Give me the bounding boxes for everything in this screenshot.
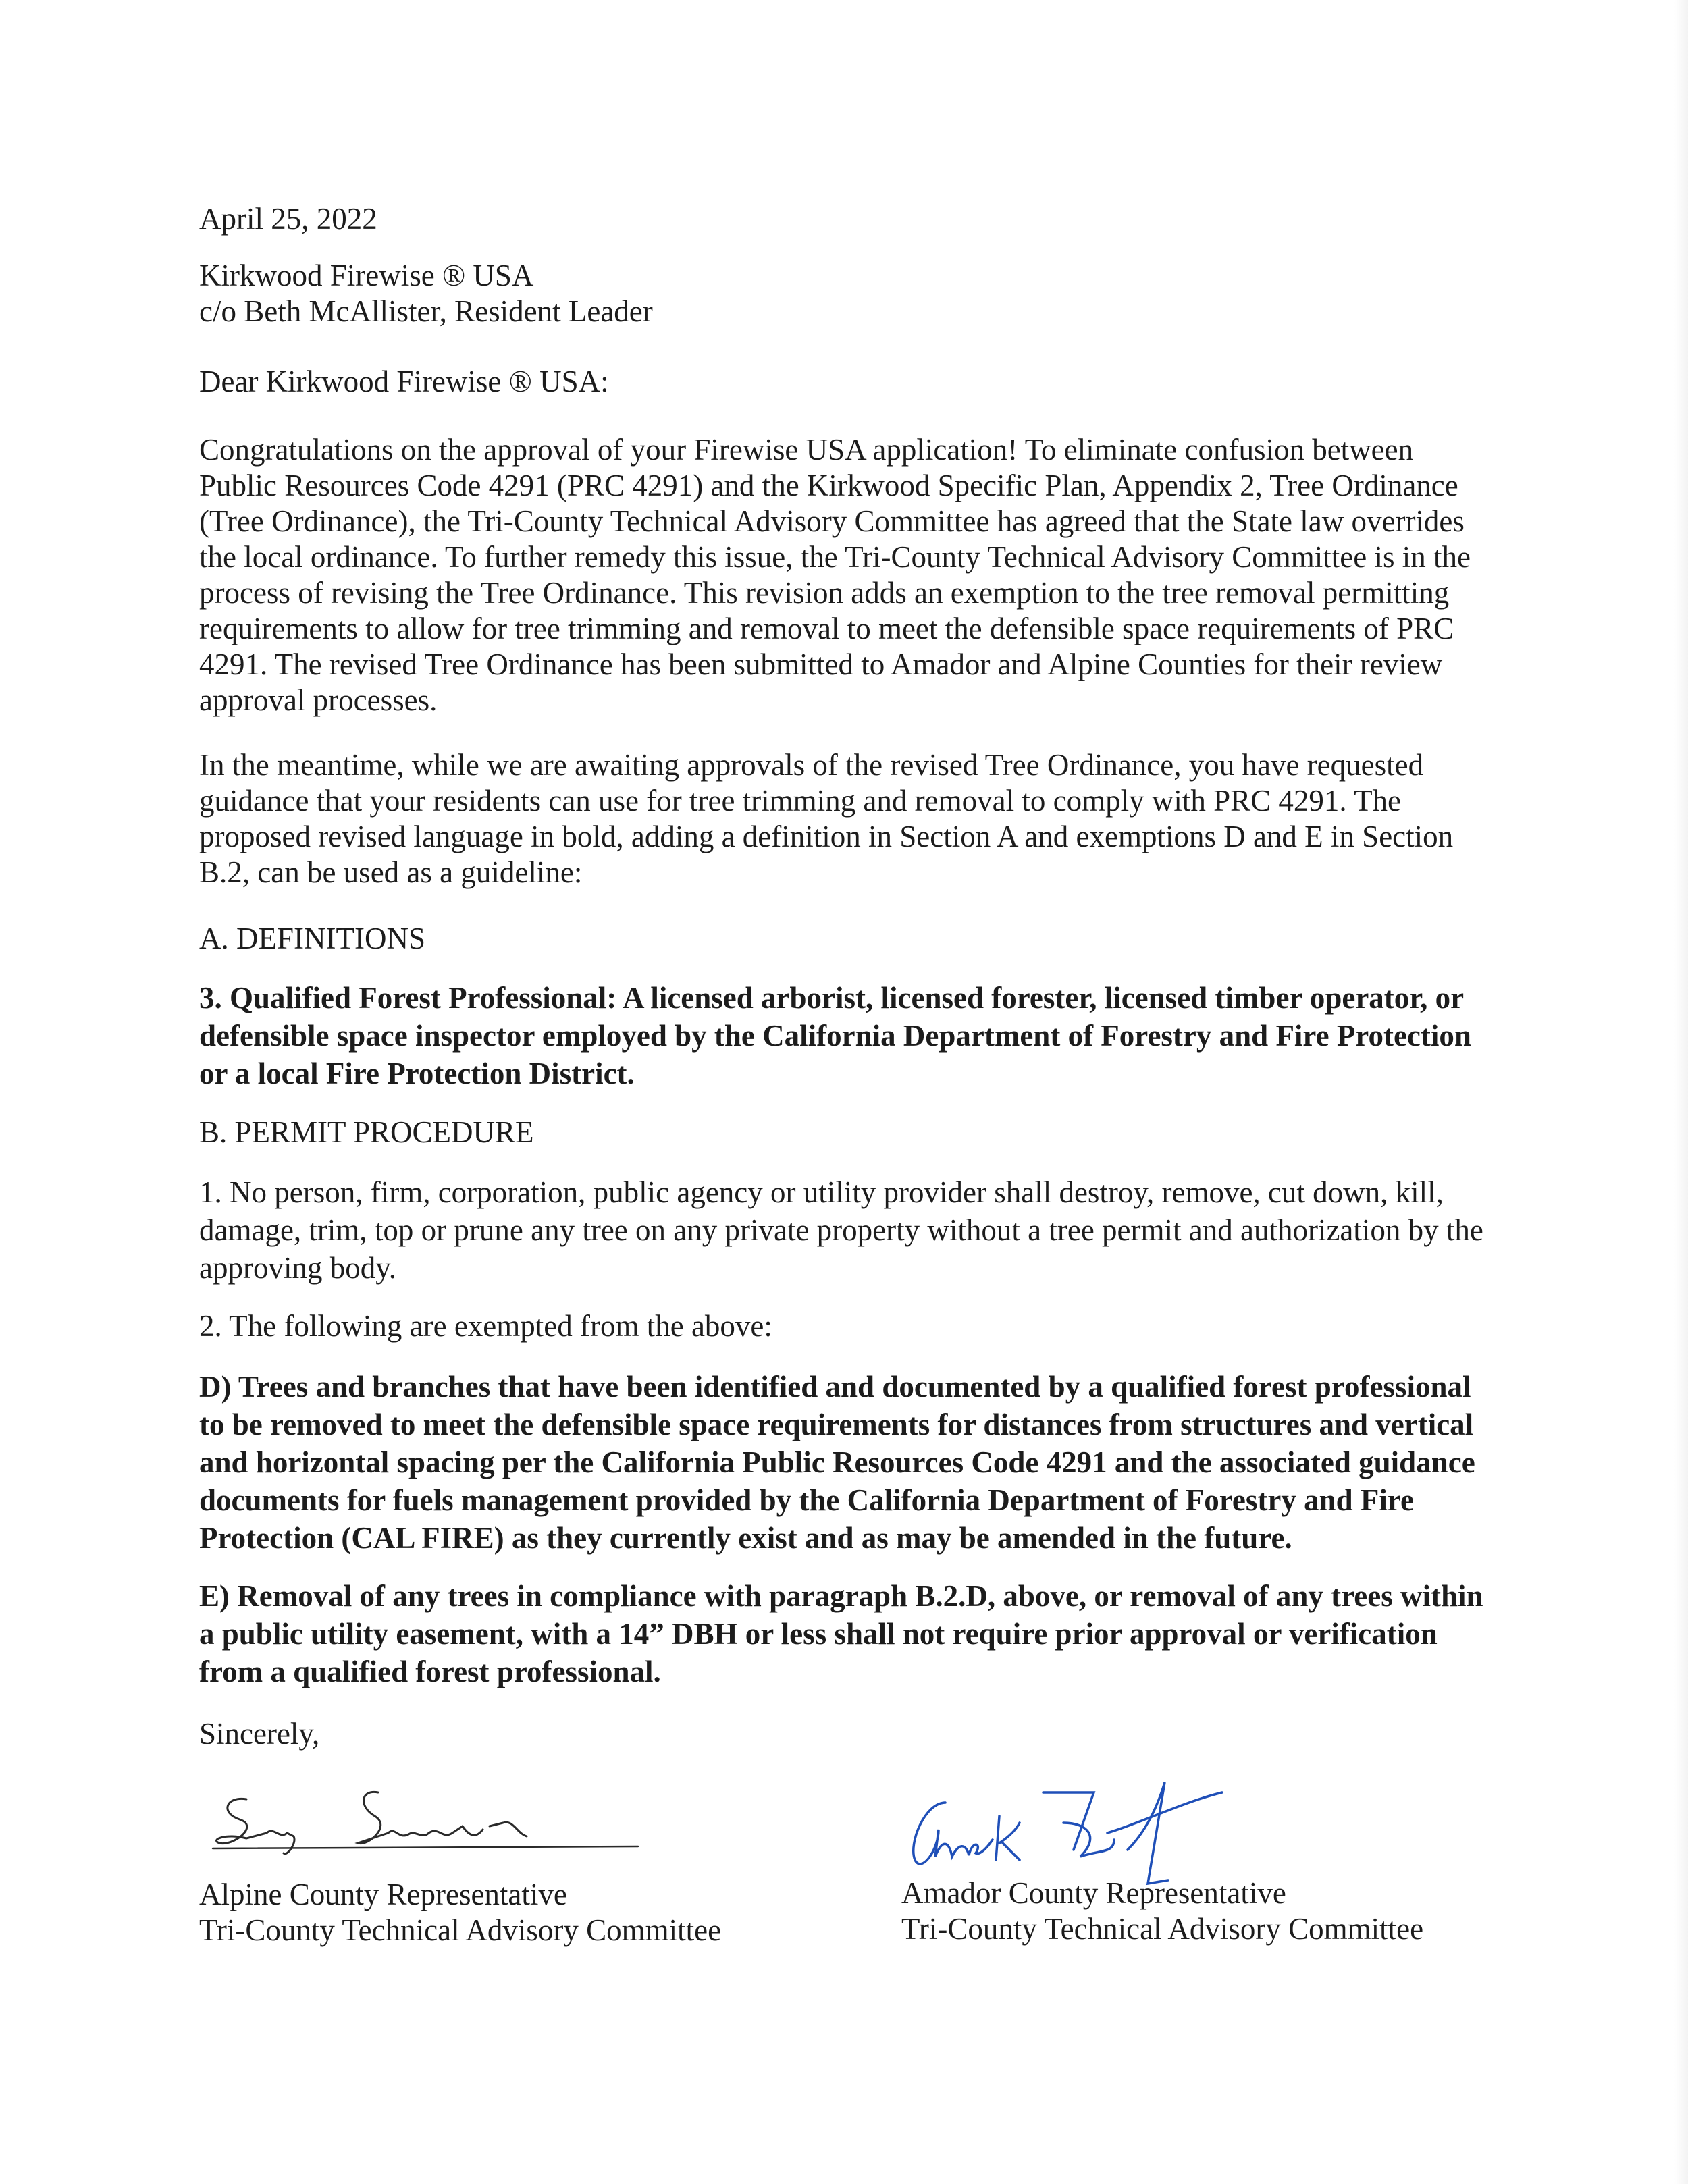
signature-right — [898, 1776, 1317, 1890]
paragraph-line: Public Resources Code 4291 (PRC 4291) and the Kirkwood Specific Plan, Appendix 2, Tree Ordinance — [199, 469, 1458, 502]
item-line: damage, trim, top or prune any tree on any private property without a tree permit and authorization by the — [199, 1213, 1483, 1247]
bold-line: defensible space inspector employed by the California Department of Forestry and Fire Protection — [199, 1019, 1471, 1053]
signatory-amador — [901, 1875, 1423, 1947]
paragraph-line: proposed revised language in bold, adding a definition in Section A and exemptions D and E in Section — [199, 820, 1454, 853]
item-line: 2. The following are exempted from the above: — [199, 1309, 772, 1343]
letter-date — [199, 201, 377, 237]
salutation — [199, 364, 609, 400]
paragraph-line: process of revising the Tree Ordinance. This revision adds an exemption to the tree removal permitting — [199, 576, 1450, 610]
paragraph-line: (Tree Ordinance), the Tri-County Technical Advisory Committee has agreed that the State law overrides — [199, 504, 1465, 538]
bold-line: a public utility easement, with a 14” DBH or less shall not require prior approval or verification — [199, 1617, 1438, 1651]
bold-line: D) Trees and branches that have been identified and documented by a qualified forest professional — [199, 1370, 1471, 1404]
recipient-line: Kirkwood Firewise ® USA — [199, 259, 534, 292]
bold-line: from a qualified forest professional. — [199, 1655, 661, 1688]
paragraph-line: 4291. The revised Tree Ordinance has been submitted to Amador and Alpine Counties for their review — [199, 647, 1443, 681]
signatory-alpine — [199, 1877, 721, 1948]
section-a-heading — [199, 921, 425, 957]
bold-line: to be removed to meet the defensible space requirements for distances from structures and vertical — [199, 1408, 1474, 1441]
salutation-text: Dear Kirkwood Firewise ® USA: — [199, 365, 609, 398]
paragraph-line: requirements to allow for tree trimming and removal to meet the defensible space requirements of PRC — [199, 612, 1454, 645]
heading-text: B. PERMIT PROCEDURE — [199, 1115, 534, 1149]
paragraph-2 — [199, 747, 1453, 890]
recipient-line: c/o Beth McAllister, Resident Leader — [199, 294, 653, 328]
bold-line: Protection (CAL FIRE) as they currently exist and as may be amended in the future. — [199, 1521, 1292, 1555]
signature-left — [206, 1779, 645, 1867]
closing-text: Sincerely, — [199, 1717, 320, 1751]
paragraph-line: In the meantime, while we are awaiting approvals of the revised Tree Ordinance, you have requested — [199, 748, 1424, 782]
signatory-title: Amador County Representative — [901, 1876, 1286, 1910]
bold-line: and horizontal spacing per the California Public Resources Code 4291 and the associated guidance — [199, 1445, 1475, 1479]
definition-3 — [199, 979, 1471, 1092]
scan-edge-shadow — [1674, 0, 1688, 2184]
paragraph-line: guidance that your residents can use for tree trimming and removal to comply with PRC 4291. The — [199, 784, 1402, 818]
paragraph-line: approval processes. — [199, 683, 438, 717]
item-2 — [199, 1308, 772, 1344]
bold-line: 3. Qualified Forest Professional: A licensed arborist, licensed forester, licensed timber operator, or — [199, 981, 1465, 1015]
signatory-committee: Tri-County Technical Advisory Committee — [901, 1912, 1424, 1946]
bold-line: documents for fuels management provided by the California Department of Forestry and Fire — [199, 1483, 1415, 1517]
item-line: approving body. — [199, 1251, 397, 1285]
closing — [199, 1716, 319, 1752]
exemption-d — [199, 1368, 1475, 1557]
bold-line: E) Removal of any trees in compliance with paragraph B.2.D, above, or removal of any trees within — [199, 1579, 1483, 1613]
paragraph-line: Congratulations on the approval of your Firewise USA application! To eliminate confusion between — [199, 433, 1414, 467]
paragraph-line: B.2, can be used as a guideline: — [199, 855, 583, 889]
signatory-committee: Tri-County Technical Advisory Committee — [199, 1913, 722, 1947]
paragraph-line: the local ordinance. To further remedy this issue, the Tri-County Technical Advisory Committee is in the — [199, 540, 1471, 574]
item-1 — [199, 1173, 1483, 1287]
item-line: 1. No person, firm, corporation, public agency or utility provider shall destroy, remove, cut down, kill, — [199, 1175, 1444, 1209]
date-text: April 25, 2022 — [199, 202, 377, 236]
bold-line: or a local Fire Protection District. — [199, 1057, 635, 1090]
paragraph-1 — [199, 432, 1471, 718]
signatory-title: Alpine County Representative — [199, 1877, 567, 1911]
exemption-e — [199, 1577, 1483, 1690]
recipient-address — [199, 258, 653, 329]
section-b-heading — [199, 1115, 534, 1150]
heading-text: A. DEFINITIONS — [199, 922, 425, 955]
